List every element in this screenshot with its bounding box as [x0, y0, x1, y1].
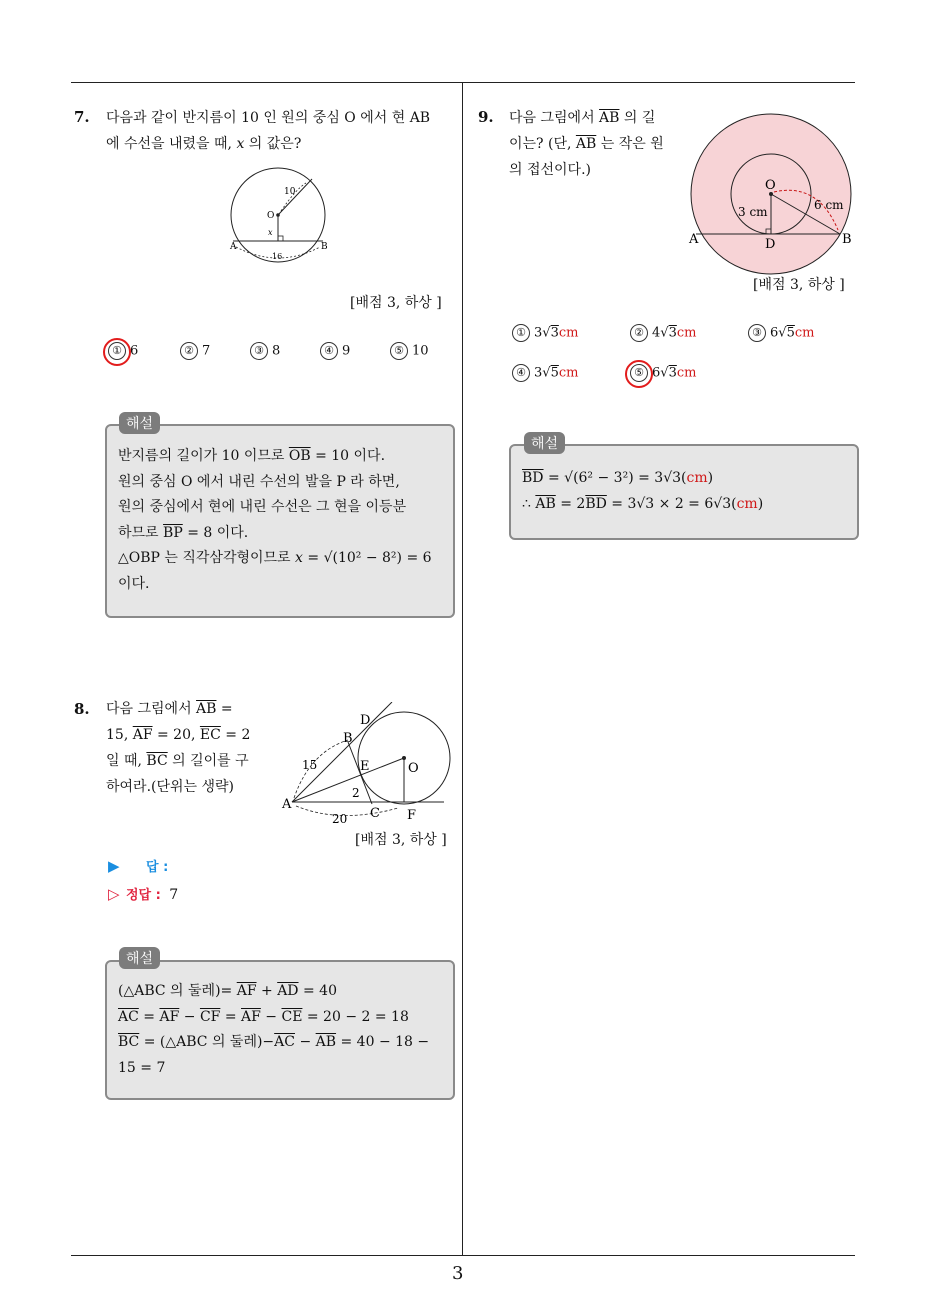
q7-choice-1[interactable]: ① 6: [108, 342, 138, 360]
correct-value: 7: [169, 887, 179, 903]
q9-fig-o: O: [765, 178, 776, 193]
q7-choice-3[interactable]: ③ 8: [250, 342, 280, 360]
q9-choice-2[interactable]: ② 4√3cm: [630, 324, 696, 342]
q8-fig-o: O: [408, 761, 419, 776]
q8-number: 8.: [74, 700, 90, 718]
q7-line1: 다음과 같이 반지름이 10 인 원의 중심 O 에서 현 AB: [106, 110, 431, 126]
q9-fig-b: B: [842, 232, 852, 247]
q7-fig-x: x: [268, 228, 273, 237]
q8-fig-f: F: [407, 808, 417, 823]
correct-label: 정답 :: [126, 888, 161, 903]
q7-explanation: 반지름의 길이가 10 이므로 $\overline{OB} = 10$ 이다. 원의 중심 O 에서 내린 수선의 발을 P 라 하면, 원의 중심에서 현에 내린 수선은 그 현을 이등분 하므로 $\overline{BP} = 8$ 이다. △OBP 는 직각삼각형이므로 x = √(10² − 8²) = 6 이다.: [118, 448, 432, 592]
q9-explanation: $\overline{BD} = √(6^2 - 3^2) = 3√3(cm)$ ∴ $\overline{AB} = 2\overline{BD} = 3√3 \times 2 = 6√3(cm)$: [522, 470, 764, 512]
bottom-rule: [71, 1255, 855, 1256]
column-divider: [462, 83, 463, 1255]
q7-answer-mark: [103, 338, 131, 366]
q8-fig-e: E: [360, 759, 370, 774]
q8-explanation: (△ABC 의 둘레)= $\overline{AF} + \overline{AD} = 40$ $\overline{AC} = \overline{AF} - \overline{CF} = \overline{AF} - \overline{CE} = 20 - 2 = 18$ $\overline{BC}$ = (△ABC 의 둘레)$-\overline{AC} - \overline{AB} = 40 - 18$ − 15 = 7: [118, 983, 430, 1076]
q9-figure: [688, 112, 858, 278]
q8-figure: [280, 702, 452, 826]
q8-meta: [배점 3, 하상 ]: [355, 832, 447, 848]
q9-fig-d: D: [765, 237, 776, 252]
q7-explanation-tag: 해설: [119, 412, 160, 434]
q9-answer-mark: [625, 360, 653, 388]
q8-fig-b: B: [343, 731, 353, 746]
q8-fig-20: 20: [332, 812, 348, 826]
q7-meta: [배점 3, 하상 ]: [350, 295, 442, 311]
q7-number: 7.: [74, 108, 90, 126]
q7-line2: 에 수선을 내렸을 때, x 의 값은?: [106, 136, 302, 152]
q8-explanation-tag: 해설: [119, 947, 160, 969]
q8-fig-d: D: [360, 713, 371, 728]
q8-fig-2: 2: [352, 786, 360, 800]
q9-number: 9.: [478, 108, 494, 126]
play-outline-icon: ▷: [108, 885, 120, 903]
q7-fig-16: 16: [272, 252, 283, 261]
q9-fig-3cm: 3 cm: [738, 205, 768, 219]
q7-fig-b: B: [321, 242, 328, 252]
q9-choice-5[interactable]: ⑤ 6√3cm: [630, 364, 696, 382]
q8-correct-row: [108, 884, 179, 903]
q8-question: 다음 그림에서 $\overline{AB}$ = 15, $\overline{AF} = 20$, $\overline{EC} = 2$ 일 때, $\overline{BC}$ 의 길이를 구 하여라.(단위는 생략): [106, 701, 251, 795]
q8-fig-15: 15: [302, 758, 318, 772]
q8-answer-row[interactable]: [108, 856, 169, 875]
q7-choice-4[interactable]: ④ 9: [320, 342, 350, 360]
q8-fig-a: A: [282, 797, 292, 812]
q9-choice-3[interactable]: ③ 6√5cm: [748, 324, 814, 342]
q8-fig-c: C: [370, 806, 380, 821]
top-rule: [71, 82, 855, 83]
answer-label: 답 :: [146, 860, 169, 875]
q9-meta: [배점 3, 하상 ]: [753, 277, 845, 293]
q7-fig-r: 10: [284, 187, 296, 197]
page-number: 3: [452, 1263, 464, 1284]
q9-fig-6cm: 6 cm: [814, 198, 844, 212]
q9-choice-1[interactable]: ① 3√3cm: [512, 324, 578, 342]
q7-question: [106, 105, 456, 157]
q9-fig-a: A: [689, 232, 699, 247]
q7-choice-5[interactable]: ⑤ 10: [390, 342, 429, 360]
q7-fig-o: O: [267, 211, 275, 221]
q7-figure: [226, 167, 334, 267]
q9-choice-4[interactable]: ④ 3√5cm: [512, 364, 578, 382]
q9-question: 다음 그림에서 $\overline{AB}$ 의 길 이는? (단, $\overline{AB}$ 는 작은 원 의 접선이다.): [509, 110, 664, 178]
q7-fig-a: A: [230, 242, 237, 252]
q9-explanation-tag: 해설: [524, 432, 565, 454]
q7-choice-2[interactable]: ② 7: [180, 342, 210, 360]
play-icon: ▶: [108, 857, 120, 875]
